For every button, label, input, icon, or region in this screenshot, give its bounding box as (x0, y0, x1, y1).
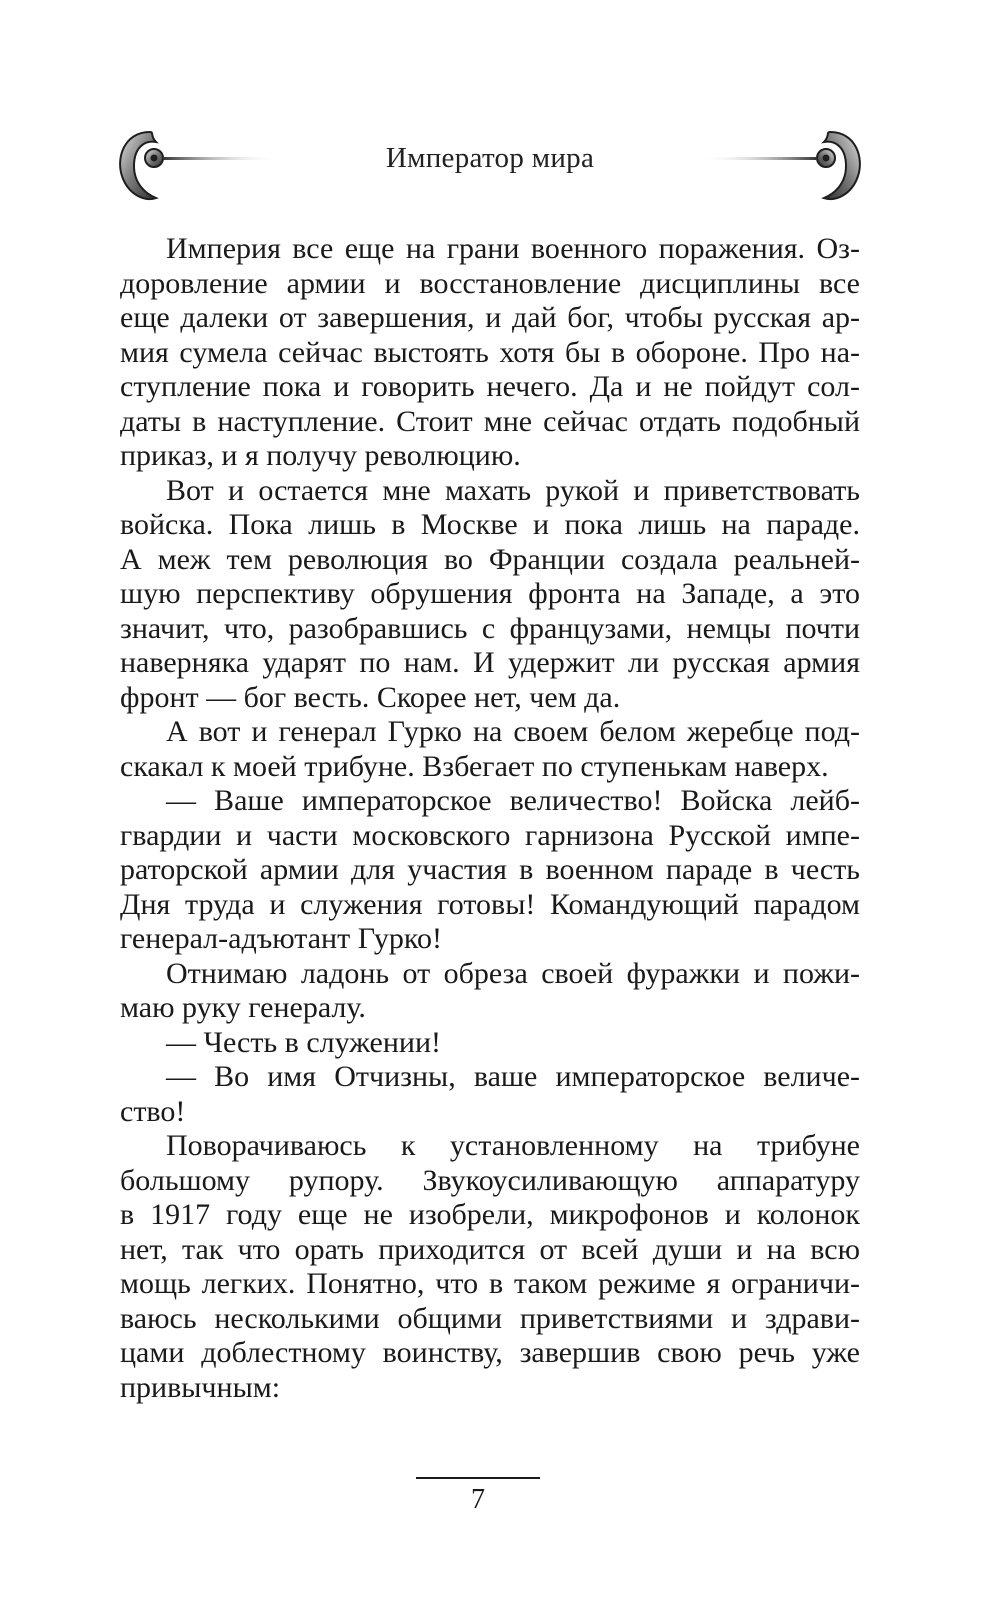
text-line: ступление пока и говорить нечего. Да и не пойдут сол- (120, 370, 860, 403)
text-line: привычным: (120, 1370, 281, 1404)
text-line: — Ваше императорское величество! Войска лейб- (166, 784, 860, 817)
text-line: мощь легких. Понятно, что в таком режиме я ограничи- (120, 1267, 860, 1300)
text-line: приказ, и я получу революцию. (120, 439, 521, 472)
text-line: большому рупору. Звукоусиливающую аппаратуру (120, 1163, 860, 1197)
paragraph (120, 784, 860, 957)
footer-rule (416, 1477, 540, 1479)
text-line: Поворачиваюсь к установленному на трибуне (166, 1129, 860, 1162)
text-line: Отнимаю ладонь от обреза своей фуражки и пожи- (166, 956, 860, 990)
text-line: Вот и остается мне махать рукой и приветствовать (166, 473, 860, 507)
paragraph (120, 1026, 860, 1061)
text-line: ваюсь несколькими общими приветствиями и здрави- (120, 1301, 860, 1335)
paragraph (120, 1060, 860, 1129)
paragraph (120, 232, 860, 474)
running-title: Император мира (385, 142, 595, 174)
text-line: значит, что, разобравшись с французами, немцы почти (120, 611, 860, 645)
text-line: генерал-адъютант Гурко! (120, 922, 442, 955)
text-line: нет, так что орать приходится от всей души и на всю (120, 1232, 860, 1266)
text-line: фронт — бог весть. Скорее нет, чем да. (120, 680, 621, 714)
text-line: раторской армии для участия в военном параде в честь (120, 853, 860, 886)
paragraph (120, 474, 860, 716)
text-line: в 1917 году еще не изобрели, микрофонов и колонок (120, 1198, 860, 1231)
text-line: даты в наступление. Стоит мне сейчас отдать подобный (120, 404, 860, 438)
text-line: Дня труда и служения готовы! Командующий парадом (120, 887, 860, 921)
text-line: А меж тем революция во Франции создала реальней- (120, 542, 860, 576)
text-line: А вот и генерал Гурко на своем белом жеребце под- (166, 715, 860, 748)
text-line: Империя все еще на грани военного поражения. Оз- (166, 232, 860, 265)
text-line: еще далеки от завершения, и дай бог, чтобы русская ар- (120, 301, 860, 334)
text-line: доровление армии и восстановление дисциплины все (120, 266, 860, 300)
text-line: — Честь в служении! (166, 1025, 442, 1059)
paragraph (120, 1129, 860, 1405)
page-number: 7 (471, 1484, 485, 1515)
text-line: цами доблестному воинству, завершив свою речь уже (120, 1336, 860, 1369)
text-line: войска. Пока лишь в Москве и пока лишь на параде. (120, 508, 860, 541)
paragraph (120, 715, 860, 784)
text-line: маю руку генералу. (120, 991, 366, 1024)
text-line: мия сумела сейчас выстоять хотя бы в обороне. Про на- (120, 335, 860, 369)
text-line: ство! (120, 1094, 186, 1128)
right-ornament-icon (700, 118, 870, 218)
text-line: наверняка ударят по нам. И удержит ли русская армия (120, 646, 860, 679)
running-header (110, 118, 870, 218)
paragraph (120, 957, 860, 1026)
text-line: скакал к моей трибуне. Взбегает по ступенькам наверх. (120, 749, 829, 783)
text-line: гвардии и части московского гарнизона Русской импе- (120, 818, 860, 852)
body-text (120, 232, 860, 1405)
text-line: шую перспективу обрушения фронта на Западе, а это (120, 577, 860, 610)
text-line: — Во имя Отчизны, ваше императорское величе- (166, 1060, 860, 1093)
